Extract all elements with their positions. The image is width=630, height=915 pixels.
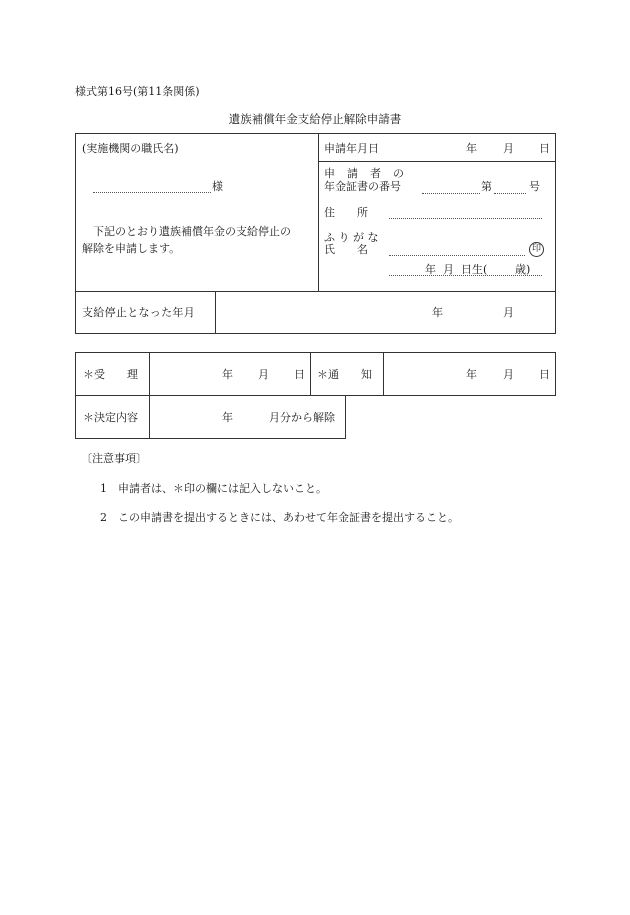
note-1-number: 1 [100,482,107,495]
suspension-month-label: 月 [503,306,514,319]
decision-label: ＊決定内容 [83,411,138,424]
notice-label: ＊通 知 [317,368,372,381]
certificate-label-line-2: 年金証書の番号 [324,180,401,193]
suspension-year-label: 年 [432,306,443,319]
address-label: 住 所 [324,206,368,219]
application-year-label: 年 [466,142,477,155]
office-table [75,352,556,396]
address-field[interactable] [389,218,542,219]
divider [149,352,150,439]
statement-line-2: 解除を申請します。 [82,242,181,255]
notice-month-label: 月 [503,368,514,381]
statement-line-1: 下記のとおり遺族補償年金の支給停止の [93,225,291,238]
birth-month-label: 月 [443,263,454,276]
suspension-label: 支給停止となった年月 [82,306,195,319]
decision-year-label: 年 [222,411,233,424]
receipt-month-label: 月 [258,368,269,381]
divider [318,133,319,291]
certificate-label-line-1: 申 請 者 の [324,167,405,180]
birth-year-label: 年 [425,263,436,276]
application-date-label: 申請年月日 [324,142,379,155]
certificate-number-field[interactable] [422,193,480,194]
divider [215,291,216,334]
birth-day-label: 日生( [461,263,488,276]
addressee-honorific: 様 [212,180,223,193]
note-2-text: この申請書を提出するときには、あわせて年金証書を提出すること。 [118,511,459,524]
note-2-number: 2 [100,511,107,524]
divider [318,161,556,162]
certificate-number-prefix: 第 [481,180,492,193]
notes-heading: 〔注意事項〕 [81,452,147,465]
form-title: 遺族補償年金支給停止解除申請書 [228,112,402,126]
note-1-text: 申請者は、＊印の欄には記入しないこと。 [118,482,327,495]
addressee-label: (実施機関の職氏名) [82,142,179,155]
certificate-number-suffix: 号 [529,180,540,193]
receipt-year-label: 年 [222,368,233,381]
age-label: 歳) [515,263,531,276]
application-month-label: 月 [503,142,514,155]
notice-day-label: 日 [539,368,550,381]
addressee-field[interactable] [93,192,211,193]
decision-text: 月分から解除 [269,411,335,424]
notice-year-label: 年 [466,368,477,381]
name-field[interactable] [389,255,525,256]
receipt-label: ＊受 理 [83,368,138,381]
name-label: 氏 名 [324,243,368,256]
form-number: 様式第16号(第11条関係) [75,85,200,98]
furigana-label: ふ り が な [324,231,379,244]
certificate-number-field-2[interactable] [494,193,526,194]
divider [383,352,384,396]
application-day-label: 日 [539,142,550,155]
divider [310,352,311,396]
seal-mark: 印 [529,242,544,257]
receipt-day-label: 日 [294,368,305,381]
divider [75,291,556,292]
